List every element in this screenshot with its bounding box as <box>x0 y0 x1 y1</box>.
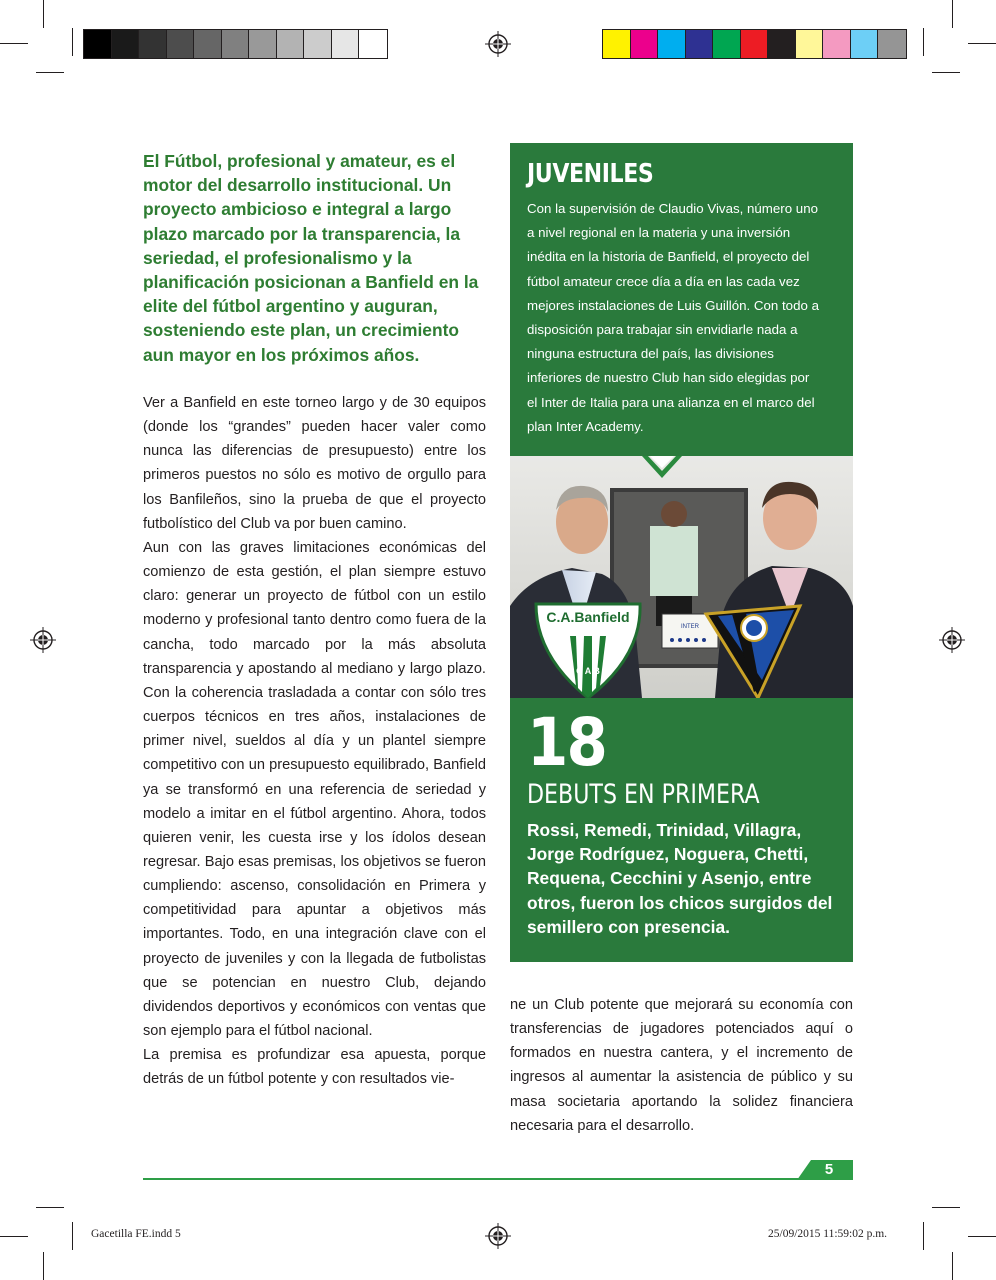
color-swatch <box>304 30 332 58</box>
body-paragraph: Aun con las graves limitaciones económicas del comienzo de esta gestión, el plan siempre estuvo claro: generar un proyecto de fútbol con un estilo moderno y profesional tanto dentro como fuera de la cancha, todo marcado por la más absoluta transparencia y apostando al mediano y largo plazo. Con la coherencia trasladada a contar con sólo tres cuerpos técnicos en tres años, instalaciones de primer nivel, sueldos al día y un plantel siempre competitivo con un presupuesto equilibrado, Banfield ya se transformó en una referencia de seriedad y modelo a imitar en el fútbol argentino. Ahora, todos quieren venir, les cuesta irse y los ídolos desean regresar. Bajo esas premisas, los objetivos se fueron cumpliendo: ascenso, consolidación en Primera y competitividad para apuntar a objetivos más importantes. Todo, en una integración clave con el proyecto de juveniles y con la llegada de futbolistas que se potencian en nuestro Club, dejando dividendos deportivos y económicos con ventas que son ejemplo para el fútbol nacional. <box>143 539 486 1040</box>
photo-pennant-exchange <box>510 456 853 698</box>
pennant-banfield-text: C.A.Banfield <box>546 609 630 625</box>
color-swatch <box>713 30 741 58</box>
juveniles-text: Con la supervisión de Claudio Vivas, número uno a nivel regional en la materia y una inversión inédita en la historia de Banfield, el proyecto del fútbol amateur crece día a día en las cada vez mejores instalaciones de Luis Guillón. Con todo a disposición para trabajar sin envidiarle nada a ninguna estructura del país, las divisiones inferiores de nuestro Club han sido elegidas por el Inter de Italia para una alianza en el marco del plan Inter Academy. <box>527 201 819 434</box>
color-swatch <box>878 30 906 58</box>
crop-mark <box>968 1236 996 1237</box>
slug-timestamp: 25/09/2015 11:59:02 p.m. <box>768 1228 888 1240</box>
color-swatch <box>84 30 112 58</box>
crop-mark <box>968 43 996 44</box>
color-swatch <box>194 30 222 58</box>
debuts-sidebar-box <box>510 698 853 962</box>
crop-mark <box>932 1207 960 1208</box>
crop-mark <box>72 28 73 56</box>
crop-mark <box>36 72 64 73</box>
color-swatch <box>741 30 769 58</box>
crop-mark <box>0 1236 28 1237</box>
photo-illustration <box>510 456 853 698</box>
color-swatch <box>823 30 851 58</box>
color-swatch <box>686 30 714 58</box>
crop-mark <box>43 0 44 28</box>
body-paragraph: Ver a Banfield en este torneo largo y de 30 equipos (donde los “grandes” pueden hacer valer como nunca las diferencias de presupuesto) entre los primeros puestos no sólo es motivo de orgullo para los Banfileños, sino la prueba de que el proyecto futbolístico del Club va por buen camino. <box>143 395 486 532</box>
slug-filename: Gacetilla FE.indd 5 <box>91 1228 181 1240</box>
color-swatch <box>359 30 387 58</box>
debuts-number: 18 <box>527 704 607 781</box>
intro-lead-paragraph: El Fútbol, profesional y amateur, es el motor del desarrollo institucional. Un proyecto ambicioso e integral a largo plazo marcado por la transparencia, la seriedad, el profesionalismo y la planificación posicionan a Banfield en la elite del fútbol argentino y auguran, sosteniendo este plan, un crecimiento aun mayor en los próximos años. <box>143 151 479 365</box>
body-text-left-column <box>143 391 486 1092</box>
body-text-right-column: ne un Club potente que mejorará su economía con transferencias de jugadores potenciados aquí o formados en nuestra cantera, y el incremento de ingresos al aumentar la asistencia de público y su masa societaria aportando la solidez financiera necesaria para el desarrollo. <box>510 997 853 1134</box>
color-swatch <box>277 30 305 58</box>
color-swatch <box>332 30 360 58</box>
footer-rule <box>143 1178 853 1180</box>
crop-mark <box>0 43 28 44</box>
color-swatch-bar <box>602 29 907 59</box>
color-swatch <box>249 30 277 58</box>
page-number: 5 <box>824 1161 834 1178</box>
crop-mark <box>923 28 924 56</box>
pennant-banfield-initials: C A B <box>576 666 600 676</box>
color-swatch <box>222 30 250 58</box>
registration-mark-icon <box>30 627 56 653</box>
color-swatch <box>851 30 879 58</box>
debuts-label: DEBUTS EN PRIMERA <box>527 779 760 810</box>
crop-mark <box>72 1222 73 1250</box>
crop-mark <box>923 1222 924 1250</box>
crop-mark <box>36 1207 64 1208</box>
color-swatch <box>167 30 195 58</box>
frame-label: INTER <box>681 624 699 630</box>
crop-mark <box>952 0 953 28</box>
body-paragraph: La premisa es profundizar esa apuesta, porque detrás de un fútbol potente y con resultados vie- <box>143 1047 486 1088</box>
juveniles-sidebar-box <box>510 143 853 456</box>
color-swatch <box>796 30 824 58</box>
color-swatch <box>768 30 796 58</box>
debuts-text: Rossi, Remedi, Trinidad, Villagra, Jorge Rodríguez, Noguera, Chetti, Requena, Cecchini y Asenjo, entre otros, fueron los chicos surgidos del semillero con presencia. <box>527 820 833 937</box>
color-swatch <box>603 30 631 58</box>
registration-mark-icon <box>939 627 965 653</box>
juveniles-title: JUVENILES <box>527 159 654 189</box>
registration-mark-icon <box>485 31 511 57</box>
color-swatch <box>112 30 140 58</box>
color-swatch <box>631 30 659 58</box>
color-swatch <box>658 30 686 58</box>
crop-mark <box>952 1252 953 1280</box>
crop-mark <box>43 1252 44 1280</box>
registration-mark-icon <box>485 1223 511 1249</box>
color-swatch <box>139 30 167 58</box>
crop-mark <box>932 72 960 73</box>
gray-swatch-bar <box>83 29 388 59</box>
